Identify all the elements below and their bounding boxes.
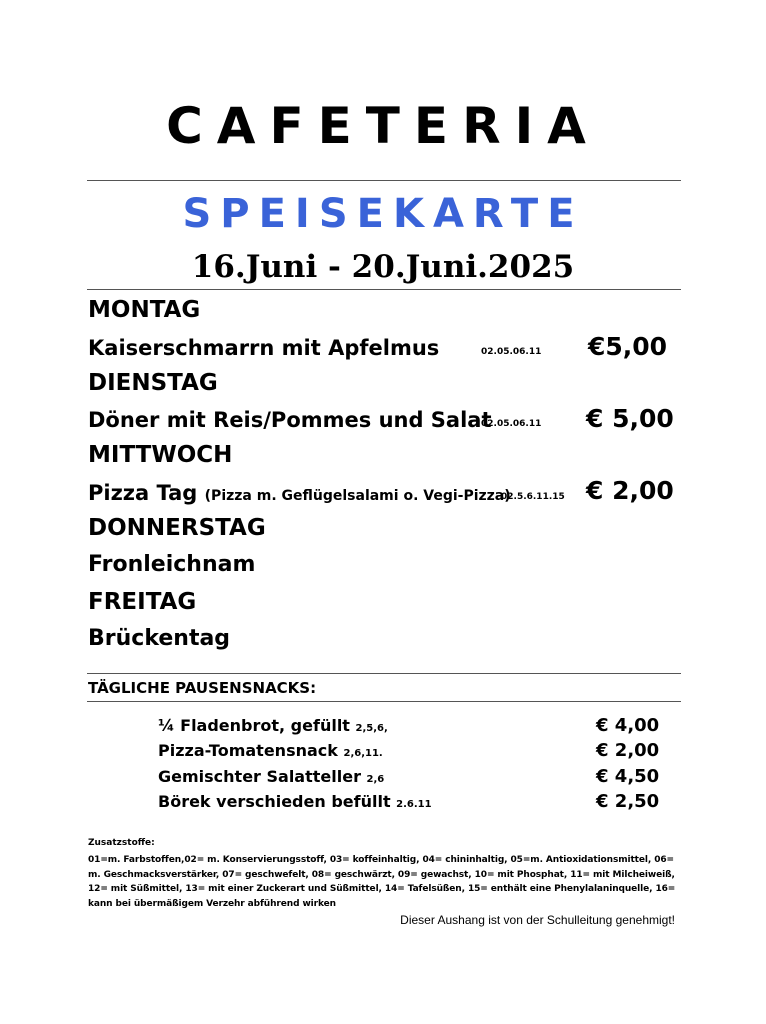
page-title: CAFETERIA [166, 97, 600, 155]
menu-subtitle: SPEISEKARTE [182, 191, 584, 237]
day-thursday: DONNERSTAG [88, 515, 266, 541]
snack-item [158, 715, 388, 740]
snack-codes: 2,6,11. [343, 748, 383, 759]
snack-codes: 2.6.11 [396, 799, 432, 810]
day-monday: MONTAG [88, 297, 201, 323]
snack-item [158, 766, 384, 791]
snack-codes: 2,6 [366, 774, 385, 785]
snack-codes: 2,5,6, [355, 723, 388, 734]
additives-heading: Zusatzstoffe: [88, 838, 155, 848]
dish-monday: Kaiserschmarrn mit Apfelmus [88, 336, 440, 360]
day-wednesday: MITTWOCH [88, 442, 233, 468]
codes-wednesday: 02.5.6.11.15 [501, 492, 565, 502]
day-tuesday: DIENSTAG [88, 370, 218, 396]
divider-snacks-top [87, 673, 681, 674]
price-tuesday: € 5,00 [586, 404, 674, 433]
snack-price: € 2,00 [596, 740, 660, 761]
dish-wednesday [88, 478, 511, 511]
snack-name: Gemischter Salatteller [158, 767, 361, 786]
price-wednesday: € 2,00 [586, 476, 674, 505]
divider-top [87, 180, 681, 181]
divider-snacks-bottom [87, 701, 681, 702]
dish-wednesday-extra: (Pizza m. Geflügelsalami o. Vegi-Pizza) [204, 488, 511, 504]
snacks-heading: TÄGLICHE PAUSENSNACKS: [88, 679, 317, 697]
snack-name: ¼ Fladenbrot, gefüllt [158, 716, 350, 735]
dish-friday: Brückentag [88, 626, 231, 651]
divider-dates [87, 289, 681, 290]
additives-text: 01=m. Farbstoffen,02= m. Konservierungsstoff, 03= koffeinhaltig, 04= chininhaltig, 05=m. Antioxidationsmittel, 06= m. Geschmacksverstärker, 07= geschwefelt, 08= geschwärzt, 09= gewachst, 10= mit Phosphat, 11= mit Milcheiweiß, 12= mit Süßmittel, 13= mit einer Zuckerart und Süßmittel, 14= Tafelsüßen, 15= enthält eine Phenylalaninquelle, 16= kann bei übermäßigem Verzehr abführend wirken [88, 855, 676, 909]
day-friday: FREITAG [88, 589, 197, 615]
price-monday: €5,00 [588, 332, 668, 361]
approval-note: Dieser Aushang ist von der Schulleitung genehmigt! [400, 913, 675, 927]
codes-tuesday: 02.05.06.11 [481, 419, 542, 429]
codes-monday: 02.05.06.11 [481, 347, 542, 357]
snack-item [158, 791, 432, 816]
dish-thursday: Fronleichnam [88, 552, 256, 577]
snack-price: € 2,50 [596, 791, 660, 812]
snack-name: Pizza-Tomatensnack [158, 741, 338, 760]
snack-price: € 4,50 [596, 766, 660, 787]
snack-name: Börek verschieden befüllt [158, 792, 391, 811]
dish-wednesday-name: Pizza Tag [88, 481, 198, 505]
week-dates: 16.Juni - 20.Juni.2025 [191, 249, 575, 285]
snack-item [158, 740, 383, 765]
snack-price: € 4,00 [596, 715, 660, 736]
dish-tuesday: Döner mit Reis/Pommes und Salat [88, 408, 492, 432]
